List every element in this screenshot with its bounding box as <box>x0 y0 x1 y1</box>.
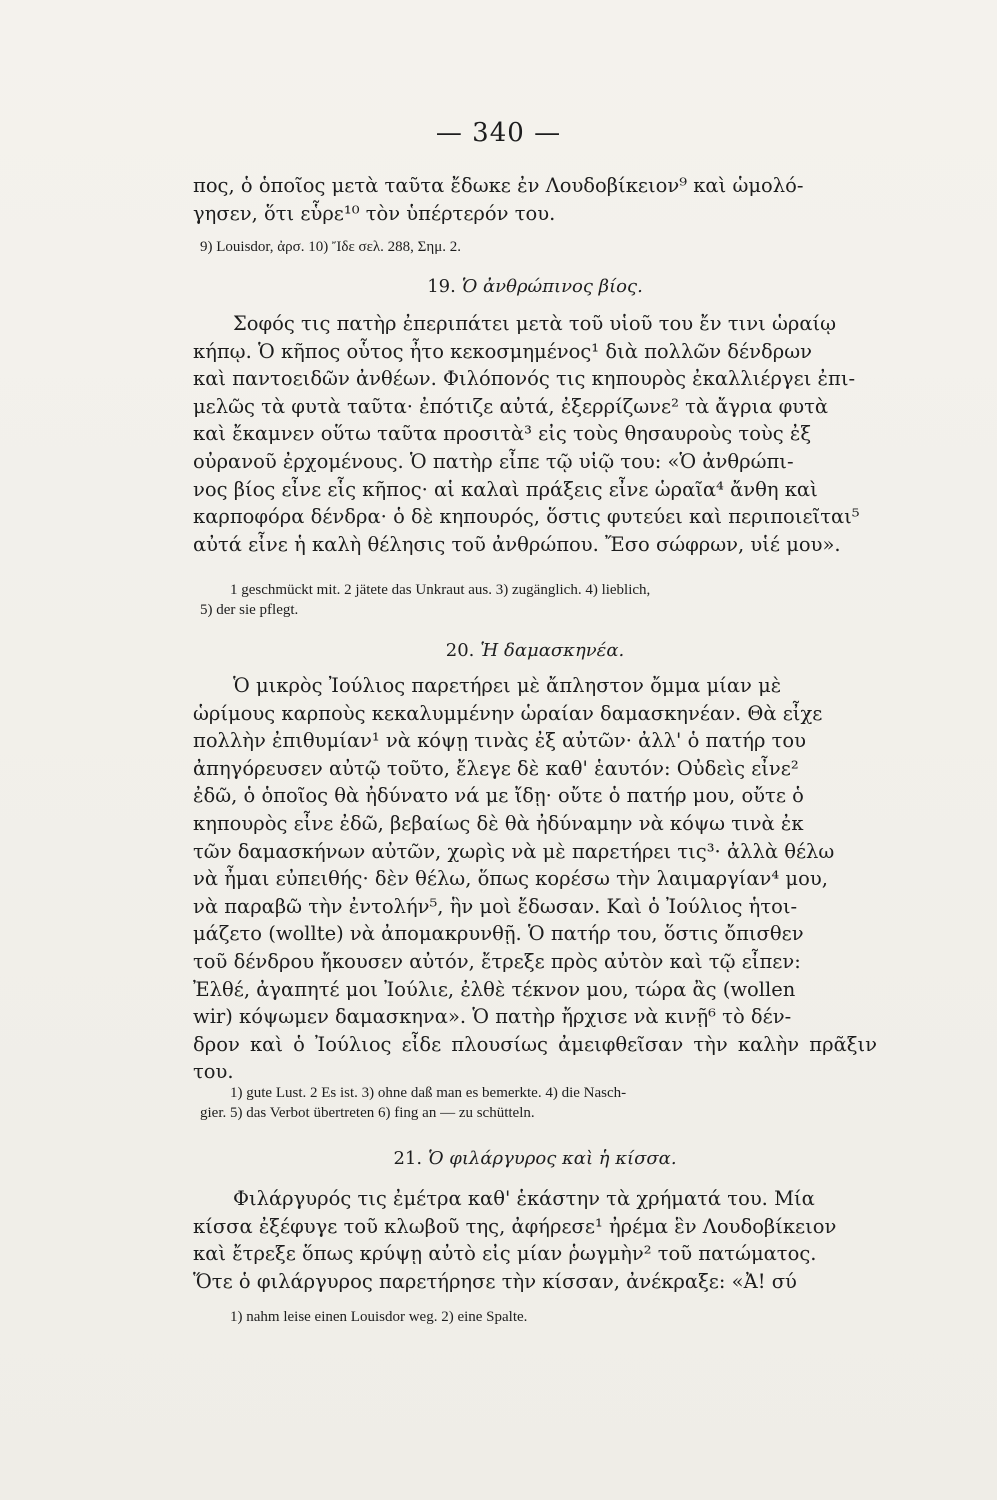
section-number: 19. <box>427 276 456 297</box>
text-line: αὐτά εἶνε ἡ καλὴ θέλησις τοῦ ἀνθρώπου. Ἔσο σώφρων, υἱέ μου». <box>193 532 841 556</box>
text-line: wir) κόψωμεν δαμασκηνα». Ὁ πατὴρ ἤρχισε νὰ κινῇ⁶ τὸ δέν- <box>193 1005 792 1029</box>
section-19-text <box>193 310 877 558</box>
text-line: κήπῳ. Ὁ κῆπος οὗτος ἦτο κεκοσμημένος¹ διὰ πολλῶν δένδρων <box>193 339 812 363</box>
text-line: μάζετο (wollte) νὰ ἀπομακρυνθῇ. Ὁ πατήρ του, ὅστις ὄπισθεν <box>193 922 804 946</box>
footnote-line: 5) der sie pflegt. <box>200 602 299 618</box>
text-line: καὶ ἔκαμνεν οὕτω ταῦτα προσιτὰ³ εἰς τοὺς θησαυροὺς τοὺς ἐξ <box>193 422 812 446</box>
text-line: ὡρίμους καρποὺς κεκαλυμμένην ὡραίαν δαμασκηνέαν. Θὰ εἶχε <box>193 701 823 725</box>
footnote-line: gier. 5) das Verbot übertreten 6) fing an — zu schütteln. <box>200 1105 535 1121</box>
text-line: νὰ παραβῶ τὴν ἐντολήν⁵, ἣν μοὶ ἔδωσαν. Καὶ ὁ Ἰούλιος ἡτοι- <box>193 894 798 918</box>
text-line: Ἐλθέ, ἀγαπητέ μοι Ἰούλιε, ἐλθὲ τέκνον μου, τώρα ἂς (wollen <box>193 977 796 1001</box>
text-line: Σοφός τις πατὴρ ἐπεριπάτει μετὰ τοῦ υἱοῦ του ἔν τινι ὡραίῳ <box>233 312 837 335</box>
section-number: 20. <box>445 640 475 661</box>
footnote-line: 1) gute Lust. 2 Es ist. 3) ohne daß man es bemerkte. 4) die Nasch- <box>230 1085 627 1101</box>
section-title: Ὁ ἀνθρώπινος βίος. <box>461 276 643 297</box>
section-number: 21. <box>393 1148 423 1169</box>
section-19-footnotes <box>200 580 884 620</box>
text-line: καὶ παντοειδῶν ἀνθέων. Φιλόπονός τις κηπουρὸς ἐκαλλιέργει ἐπι- <box>193 367 856 391</box>
text-line: πολλὴν ἐπιθυμίαν¹ νὰ κόψῃ τινὰς ἐξ αὐτῶν· ἀλλ' ὁ πατήρ του <box>193 729 807 753</box>
section-20-footnotes <box>200 1083 884 1123</box>
text-line: τῶν δαμασκήνων αὐτῶν, χωρὶς νὰ μὲ παρετήρει τις³· ἀλλὰ θέλω <box>193 839 835 863</box>
text-line: γησεν, ὅτι εὗρε¹⁰ τὸν ὑπέρτερόν του. <box>193 201 556 225</box>
text-line: Φιλάργυρός τις ἐμέτρα καθ' ἑκάστην τὰ χρήματά του. Μία <box>233 1187 815 1210</box>
footnote: 9) Louisdor, ἀρσ. 10) Ἴδε σελ. 288, Σημ. 2. <box>200 239 462 255</box>
section-title: Ὁ φιλάργυρος καὶ ἡ κίσσα. <box>428 1148 677 1169</box>
text-line: πος, ὁ ὁποῖος μετὰ ταῦτα ἔδωκε ἐν Λουδοβίκειον⁹ καὶ ὡμολό- <box>193 174 804 197</box>
section-21-footnotes <box>200 1307 884 1327</box>
text-line: μελῶς τὰ φυτὰ ταῦτα· ἐπότιζε αὐτά, ἐξερρίζωνε² τὰ ἄγρια φυτὰ <box>193 394 829 418</box>
continuation-text <box>193 172 877 227</box>
section-20-heading <box>193 640 877 661</box>
text-line: οὐρανοῦ ἐρχομένους. Ὁ πατὴρ εἶπε τῷ υἱῷ του: «Ὁ ἀνθρώπι- <box>193 449 794 473</box>
page-number: — 340 — <box>435 118 562 148</box>
text-line: τοῦ δένδρου ἤκουσεν αὐτόν, ἔτρεξε πρὸς αὐτὸν καὶ τῷ εἶπεν: <box>193 949 801 973</box>
text-line: κηπουρὸς εἶνε ἐδῶ, βεβαίως δὲ θὰ ἠδύναμην νὰ κόψω τινὰ ἐκ <box>193 811 804 835</box>
text-line: καρποφόρα δένδρα· ὁ δὲ κηπουρός, ὅστις φυτεύει καὶ περιποιεῖται⁵ <box>193 505 860 529</box>
section-20-text <box>193 672 877 1086</box>
text-line: Ὅτε ὁ φιλάργυρος παρετήρησε τὴν κίσσαν, ἀνέκραξε: «Ἀ! σύ <box>193 1269 797 1293</box>
text-line: ἀπηγόρευσεν αὐτῷ τοῦτο, ἔλεγε δὲ καθ' ἑαυτόν: Οὐδεὶς εἶνε² <box>193 756 799 780</box>
text-line: καὶ ἔτρεξε ὅπως κρύψῃ αὐτὸ εἰς μίαν ῥωγμὴν² τοῦ πατώματος. <box>193 1242 817 1266</box>
section-title: Ἡ δαμασκηνέα. <box>480 640 625 661</box>
text-line: νὰ ἦμαι εὐπειθής· δὲν θέλω, ὅπως κορέσω τὴν λαιμαργίαν⁴ μου, <box>193 867 828 891</box>
footnote-line: 1) nahm leise einen Louisdor weg. 2) eine Spalte. <box>230 1309 528 1325</box>
footnote-line: 1 geschmückt mit. 2 jätete das Unkraut aus. 3) zugänglich. 4) lieblich, <box>230 582 651 598</box>
text-line: κίσσα ἐξέφυγε τοῦ κλωβοῦ της, ἀφήρεσε¹ ἠρέμα ἓν Λουδοβίκειον <box>193 1214 837 1238</box>
section-19-heading <box>193 276 877 297</box>
text-line: Ὁ μικρὸς Ἰούλιος παρετήρει μὲ ἄπληστον ὄμμα μίαν μὲ <box>233 674 782 697</box>
text-line: δρον καὶ ὁ Ἰούλιος εἶδε πλουσίως ἀμειφθεῖσαν τὴν καλὴν πρᾶξιν του. <box>193 1032 877 1084</box>
text-line: ἐδῶ, ὁ ὁποῖος θὰ ἠδύνατο νά με ἴδῃ· οὔτε ὁ πατήρ μου, οὔτε ὁ <box>193 784 804 808</box>
text-line: νος βίος εἶνε εἷς κῆπος· αἱ καλαὶ πράξεις εἶνε ὡραῖα⁴ ἄνθη καὶ <box>193 477 818 501</box>
section-21-text <box>193 1185 877 1295</box>
section-21-heading <box>193 1148 877 1169</box>
